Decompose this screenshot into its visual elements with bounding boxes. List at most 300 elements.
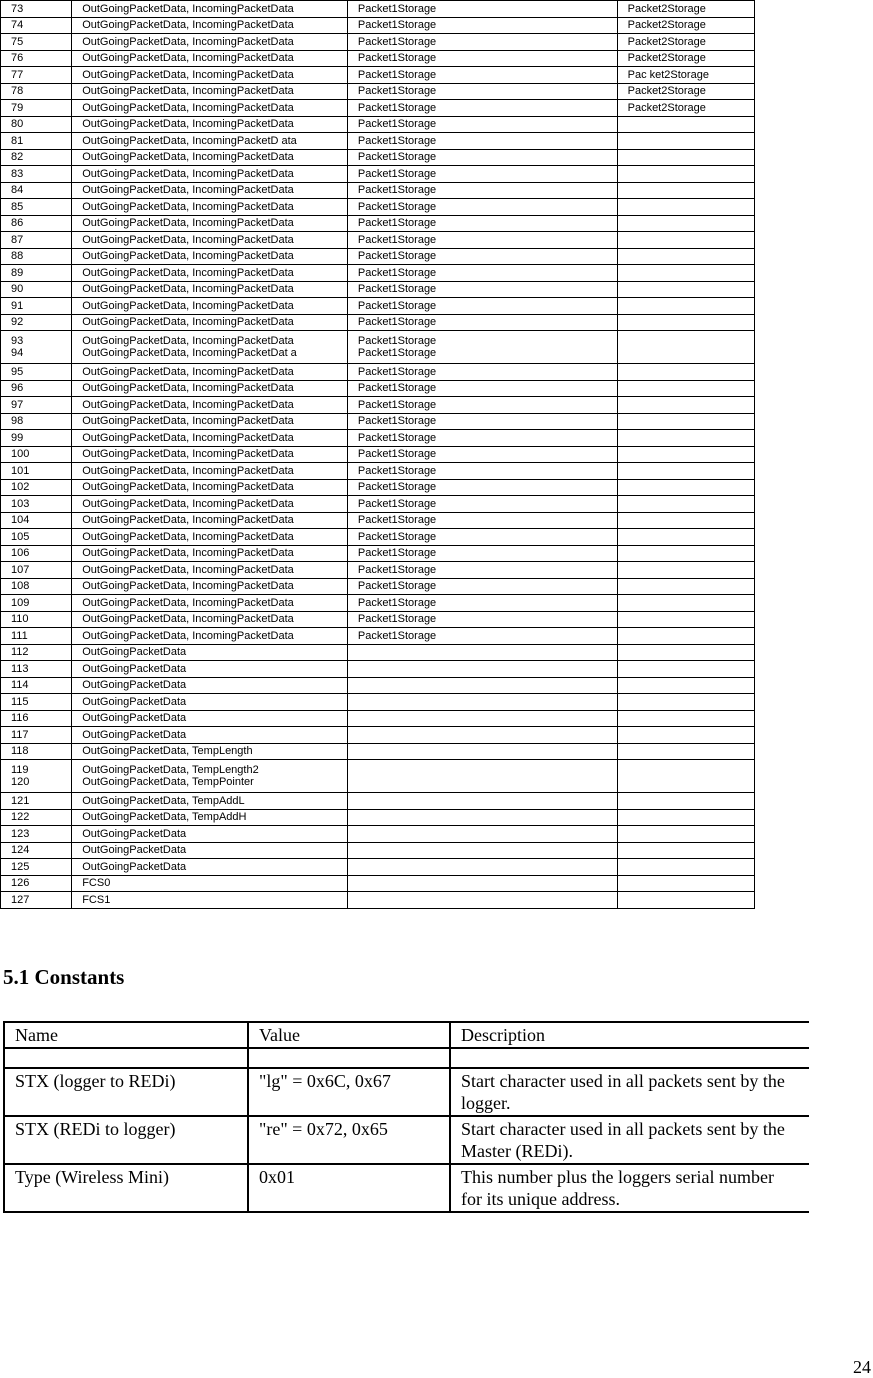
variables-cell-text: FCS0 [82,877,111,890]
address-cell [1,661,72,678]
variables-cell [72,496,348,513]
memory-row [1,149,755,166]
packet2-storage-cell [617,446,754,463]
address-cell [1,595,72,612]
address-cell-text: 118 [11,745,29,758]
address-cell [1,578,72,595]
memory-row [1,562,755,579]
memory-row [1,644,755,661]
memory-row [1,578,755,595]
variables-cell [72,100,348,117]
packet1-storage-cell [347,826,617,843]
variables-cell-text: OutGoingPacketData, IncomingPacketData [82,398,294,411]
packet1-storage-cell [347,463,617,480]
address-cell-text: 109 [11,596,30,609]
address-cell-text: 96 [11,382,24,395]
packet1-storage-cell [347,83,617,100]
packet1-storage-cell [347,578,617,595]
constants-row [4,1068,809,1116]
packet2-storage-cell [617,50,754,67]
memory-row [1,413,755,430]
address-cell [1,512,72,529]
variables-cell [72,595,348,612]
address-cell [1,446,72,463]
variables-cell-text: OutGoingPacketData, IncomingPacketData [82,200,294,213]
packet1-storage-cell [347,380,617,397]
constants-row [4,1116,809,1164]
address-cell-text: 84 [11,184,24,197]
variables-cell [72,248,348,265]
variables-cell-text: OutGoingPacketData, TempPointer [82,776,254,788]
address-cell-text: 81 [11,134,24,147]
variables-cell [72,562,348,579]
packet1-storage-cell-text: Packet1Storage [357,335,437,347]
packet1-storage-cell-text: Packet1Storage [357,382,437,395]
variables-cell-text: OutGoingPacketData [82,728,187,741]
variables-cell [72,661,348,678]
address-cell-text: 77 [11,68,24,81]
packet1-storage-cell [347,232,617,249]
packet1-storage-cell-text: Packet1Storage [357,167,437,180]
packet2-storage-cell [617,512,754,529]
address-cell [1,215,72,232]
packet2-storage-cell [617,265,754,282]
packet1-storage-cell-text: Packet1Storage [357,299,437,312]
variables-cell-text: OutGoingPacketData, IncomingPacketData [82,629,294,642]
packet1-storage-cell-text: Packet1Storage [357,629,437,642]
memory-row [1,809,755,826]
packet2-storage-cell [617,727,754,744]
address-cell-text: 126 [11,877,30,890]
packet1-storage-cell-text: Packet1Storage [357,283,437,296]
packet1-storage-cell [347,17,617,34]
address-cell [1,545,72,562]
memory-row [1,199,755,216]
packet2-storage-cell [617,760,754,793]
packet1-storage-cell [347,298,617,315]
variables-cell [72,644,348,661]
variables-cell [72,578,348,595]
packet1-storage-cell [347,199,617,216]
address-cell-text: 120 [11,776,30,788]
packet2-storage-cell [617,232,754,249]
address-cell [1,826,72,843]
constant-value: "lg" = 0x6C, 0x67 [248,1068,450,1116]
variables-cell-text: OutGoingPacketData, IncomingPacketData [82,382,294,395]
packet1-storage-cell [347,512,617,529]
packet1-storage-cell-text: Packet1Storage [357,19,437,32]
address-cell-text: 122 [11,811,30,824]
variables-cell [72,182,348,199]
packet2-storage-cell [617,892,754,909]
packet1-storage-cell [347,562,617,579]
packet2-storage-cell [617,595,754,612]
address-cell-text: 127 [11,893,30,906]
variables-cell [72,677,348,694]
address-cell-text: 116 [11,712,29,725]
packet1-storage-cell [347,166,617,183]
address-cell [1,199,72,216]
constants-table [3,1021,809,1213]
packet1-storage-cell [347,793,617,810]
memory-row [1,397,755,414]
variables-cell [72,694,348,711]
constants-empty-row [4,1048,809,1068]
variables-cell-text: OutGoingPacketData [82,679,187,692]
packet1-storage-cell [347,710,617,727]
empty-cell [4,1048,248,1068]
memory-row [1,842,755,859]
address-cell [1,529,72,546]
constants-header-row [4,1022,809,1048]
constant-value: "re" = 0x72, 0x65 [248,1116,450,1164]
variables-cell-text: OutGoingPacketData [82,695,187,708]
packet1-storage-cell-text: Packet1Storage [357,415,437,428]
memory-row [1,611,755,628]
memory-row [1,463,755,480]
variables-cell-text: OutGoingPacketData, IncomingPacketData [82,217,294,230]
variables-cell [72,430,348,447]
address-cell [1,298,72,315]
memory-row [1,743,755,760]
packet2-storage-cell [617,809,754,826]
memory-row [1,133,755,150]
packet1-storage-cell [347,397,617,414]
address-cell-text: 115 [11,695,29,708]
memory-row [1,298,755,315]
packet1-storage-cell-text: Packet1Storage [357,497,437,510]
variables-cell [72,1,348,18]
address-cell [1,232,72,249]
address-cell-text: 75 [11,35,24,48]
variables-cell [72,611,348,628]
packet1-storage-cell [347,314,617,331]
packet2-storage-cell [617,496,754,513]
memory-row [1,892,755,909]
variables-cell [72,116,348,133]
packet1-storage-cell [347,215,617,232]
header-description: Description [450,1022,809,1048]
variables-cell [72,446,348,463]
packet2-storage-cell [617,875,754,892]
memory-row [1,446,755,463]
variables-cell [72,314,348,331]
memory-row [1,628,755,645]
address-cell-text: 106 [11,547,30,560]
variables-cell-text: OutGoingPacketData, IncomingPacketData [82,250,294,263]
address-cell-text: 97 [11,398,24,411]
address-cell [1,248,72,265]
address-cell-text: 102 [11,481,30,494]
variables-cell [72,133,348,150]
address-cell [1,875,72,892]
variables-cell-text: OutGoingPacketData [82,844,187,857]
address-cell [1,17,72,34]
variables-cell-text: OutGoingPacketData, IncomingPacketData [82,563,294,576]
packet2-storage-cell [617,149,754,166]
variables-cell-text: OutGoingPacketData, TempAddH [82,811,247,824]
variables-cell-text: OutGoingPacketData, IncomingPacketData [82,448,294,461]
variables-cell-text: OutGoingPacketData, IncomingPacketData [82,266,294,279]
packet2-storage-cell [617,562,754,579]
memory-row [1,430,755,447]
memory-map-body [1,1,755,909]
variables-cell [72,380,348,397]
variables-cell [72,215,348,232]
packet2-storage-cell [617,793,754,810]
memory-row [1,281,755,298]
variables-cell [72,83,348,100]
address-cell-text: 121 [11,794,30,807]
address-cell-text: 83 [11,167,24,180]
constant-name: Type (Wireless Mini) [4,1164,248,1212]
memory-row [1,380,755,397]
packet1-storage-cell-text: Packet1Storage [357,316,437,329]
packet2-storage-cell-text: Packet2Storage [627,85,706,98]
packet1-storage-cell [347,859,617,876]
address-cell-text: 88 [11,250,24,263]
address-cell-text: 125 [11,860,30,873]
packet2-storage-cell-text: Packet2Storage [627,52,706,65]
memory-row [1,100,755,117]
address-cell [1,314,72,331]
variables-cell [72,265,348,282]
variables-cell-text: OutGoingPacketData, IncomingPacketData [82,2,294,15]
packet1-storage-cell-text: Packet1Storage [357,563,437,576]
packet1-storage-cell [347,430,617,447]
variables-cell [72,364,348,381]
page-number: 24 [853,1357,871,1377]
address-cell [1,892,72,909]
constant-description: Start character used in all packets sent by the Master (REDi). [450,1116,809,1164]
variables-cell-text: OutGoingPacketData, TempLength [82,745,253,758]
memory-row [1,215,755,232]
packet2-storage-cell [617,281,754,298]
address-cell-text: 78 [11,85,24,98]
packet1-storage-cell-text: Packet1Storage [357,200,437,213]
packet2-storage-cell [617,331,754,364]
variables-cell-text: OutGoingPacketData, IncomingPacketData [82,497,294,510]
variables-cell [72,463,348,480]
memory-row [1,677,755,694]
packet1-storage-cell-text: Packet1Storage [357,266,437,279]
packet2-storage-cell-text: Packet2Storage [627,101,706,114]
variables-cell [72,809,348,826]
variables-cell [72,413,348,430]
packet1-storage-cell [347,809,617,826]
variables-cell-text: OutGoingPacketData [82,860,187,873]
address-cell [1,83,72,100]
packet1-storage-cell [347,413,617,430]
packet1-storage-cell-text: Packet1Storage [357,217,437,230]
packet1-storage-cell-text: Packet1Storage [357,52,437,65]
packet2-storage-cell [617,578,754,595]
constant-value: 0x01 [248,1164,450,1212]
packet1-storage-cell-text: Packet1Storage [357,464,437,477]
packet1-storage-cell [347,743,617,760]
address-cell [1,397,72,414]
packet1-storage-cell-text: Packet1Storage [357,613,437,626]
address-cell-text: 113 [11,662,29,675]
address-cell [1,628,72,645]
empty-cell [450,1048,809,1068]
memory-row [1,545,755,562]
address-cell [1,380,72,397]
constant-description: This number plus the loggers serial number for its unique address. [450,1164,809,1212]
variables-cell-text: OutGoingPacketData, IncomingPacketData [82,283,294,296]
memory-row [1,1,755,18]
memory-row [1,17,755,34]
packet2-storage-cell [617,611,754,628]
variables-cell-text: OutGoingPacketData, IncomingPacketData [82,547,294,560]
address-cell [1,859,72,876]
address-cell-text: 110 [11,613,29,626]
packet2-storage-cell [617,182,754,199]
memory-row [1,314,755,331]
packet2-storage-cell [617,215,754,232]
address-cell-text: 112 [11,646,29,659]
variables-cell [72,892,348,909]
variables-cell [72,298,348,315]
memory-row [1,166,755,183]
memory-row [1,331,755,364]
variables-cell-text: OutGoingPacketData, IncomingPacketData [82,184,294,197]
memory-row [1,727,755,744]
packet2-storage-cell [617,694,754,711]
variables-cell [72,842,348,859]
variables-cell [72,331,348,364]
variables-cell [72,232,348,249]
memory-row [1,595,755,612]
packet1-storage-cell-text: Packet1Storage [357,347,437,359]
variables-cell [72,199,348,216]
packet1-storage-cell-text: Packet1Storage [357,547,437,560]
address-cell-text: 91 [11,299,24,312]
address-cell-text: 101 [11,464,30,477]
packet1-storage-cell [347,100,617,117]
packet1-storage-cell [347,545,617,562]
variables-cell-text: FCS1 [82,893,111,906]
constant-name: STX (REDi to logger) [4,1116,248,1164]
variables-cell-text: OutGoingPacketData, IncomingPacketData [82,151,294,164]
packet1-storage-cell [347,133,617,150]
variables-cell-text: OutGoingPacketData [82,662,187,675]
variables-cell-text: OutGoingPacketData, IncomingPacketData [82,299,294,312]
variables-cell [72,826,348,843]
variables-cell-text: OutGoingPacketData, IncomingPacketData [82,68,294,81]
variables-cell-text: OutGoingPacketData [82,827,187,840]
variables-cell [72,17,348,34]
address-cell [1,430,72,447]
packet2-storage-cell [617,133,754,150]
variables-cell-text: OutGoingPacketData, IncomingPacketData [82,596,294,609]
memory-row [1,67,755,84]
variables-cell-text: OutGoingPacketData, IncomingPacketData [82,365,294,378]
packet1-storage-cell-text: Packet1Storage [357,233,437,246]
address-cell [1,809,72,826]
variables-cell [72,34,348,51]
packet1-storage-cell [347,265,617,282]
memory-row [1,34,755,51]
variables-cell [72,710,348,727]
packet2-storage-cell [617,628,754,645]
address-cell-text: 100 [11,448,30,461]
packet1-storage-cell-text: Packet1Storage [357,151,437,164]
address-cell-text: 79 [11,101,24,114]
packet1-storage-cell [347,694,617,711]
header-name: Name [4,1022,248,1048]
packet2-storage-cell-text: Packet2Storage [627,2,706,15]
address-cell-text: 93 [11,335,24,347]
address-cell-text: 98 [11,415,24,428]
address-cell [1,281,72,298]
address-cell-text: 105 [11,530,30,543]
address-cell [1,710,72,727]
variables-cell [72,875,348,892]
packet1-storage-cell-text: Packet1Storage [357,134,437,147]
packet1-storage-cell [347,628,617,645]
packet2-storage-cell [617,644,754,661]
packet1-storage-cell [347,529,617,546]
variables-cell-text: OutGoingPacketData [82,712,187,725]
variables-cell-text: OutGoingPacketData, IncomingPacketData [82,233,294,246]
packet1-storage-cell [347,248,617,265]
packet1-storage-cell [347,661,617,678]
variables-cell-text: OutGoingPacketData, TempAddL [82,794,245,807]
packet2-storage-cell [617,479,754,496]
packet1-storage-cell-text: Packet1Storage [357,365,437,378]
address-cell-text: 114 [11,679,29,692]
variables-cell-text: OutGoingPacketData, IncomingPacketD ata [82,134,297,147]
variables-cell [72,727,348,744]
variables-cell-text: OutGoingPacketData, IncomingPacketData [82,118,294,131]
variables-cell-text: OutGoingPacketData, IncomingPacketData [82,514,294,527]
variables-cell-text: OutGoingPacketData, IncomingPacketData [82,481,294,494]
packet1-storage-cell [347,281,617,298]
packet1-storage-cell [347,116,617,133]
variables-cell [72,529,348,546]
variables-cell-text: OutGoingPacketData, IncomingPacketDat a [82,347,297,359]
packet1-storage-cell [347,595,617,612]
packet2-storage-cell [617,529,754,546]
variables-cell-text: OutGoingPacketData, IncomingPacketData [82,464,294,477]
packet1-storage-cell [347,496,617,513]
packet1-storage-cell [347,892,617,909]
address-cell [1,694,72,711]
packet1-storage-cell [347,1,617,18]
address-cell [1,463,72,480]
variables-cell-text: OutGoingPacketData, TempLength2 [82,764,259,776]
packet1-storage-cell [347,875,617,892]
variables-cell [72,793,348,810]
packet2-storage-cell [617,248,754,265]
address-cell-text: 124 [11,844,30,857]
variables-cell-text: OutGoingPacketData, IncomingPacketData [82,580,294,593]
memory-row [1,710,755,727]
address-cell-text: 85 [11,200,24,213]
address-cell [1,743,72,760]
constants-row [4,1164,809,1212]
packet2-storage-cell [617,116,754,133]
address-cell-text: 90 [11,283,24,296]
address-cell [1,100,72,117]
address-cell [1,1,72,18]
memory-row [1,875,755,892]
packet2-storage-cell-text: Packet2Storage [627,35,706,48]
packet1-storage-cell [347,677,617,694]
address-cell [1,50,72,67]
section-title: 5.1 Constants [3,965,125,989]
